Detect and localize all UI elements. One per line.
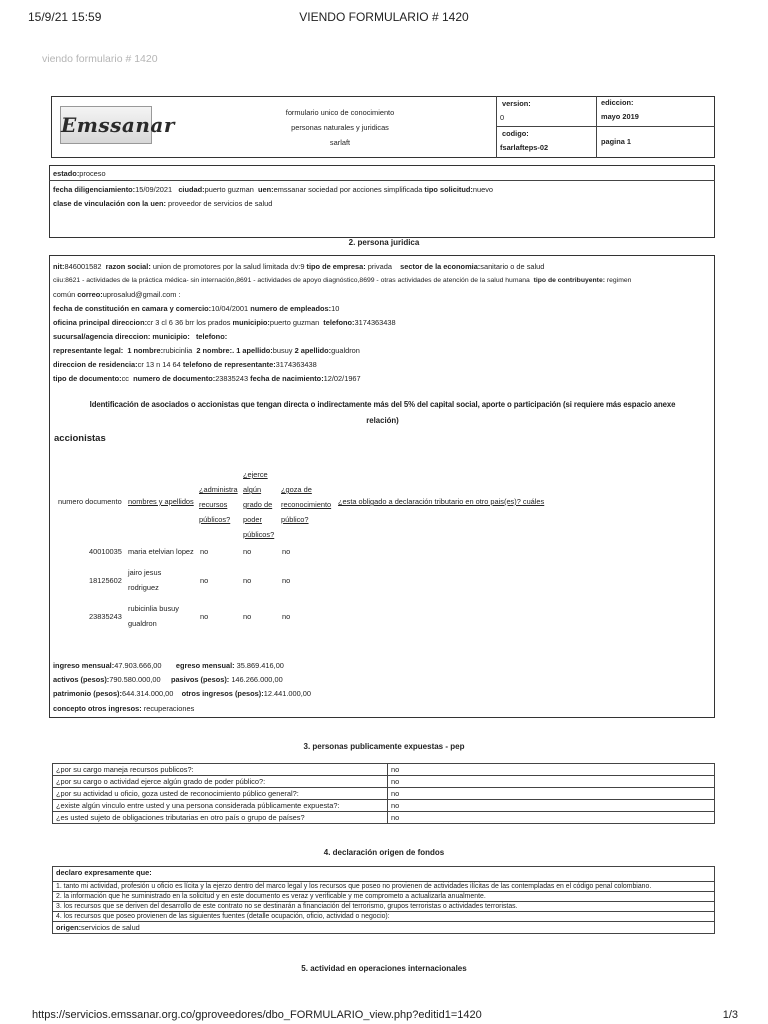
correo-label: correo:	[77, 290, 103, 299]
divider	[596, 96, 597, 158]
num-doc-value: 23835243	[215, 374, 249, 383]
activos-label: activos (pesos):	[53, 675, 110, 684]
accionistas-heading: accionistas	[54, 433, 106, 444]
th-goza-l3: público?	[281, 515, 309, 524]
razon-label: razon social:	[105, 262, 151, 271]
estado-line	[53, 169, 106, 178]
declaracion-item: 2. la información que he suministrado en la solicitud y en este documento es veraz y verificable y me comprometo a actualizarla anualmente.	[53, 892, 715, 902]
codigo-label: codigo:	[502, 129, 529, 138]
row-ejerce: no	[243, 612, 252, 621]
rep-a1-value: busuy	[272, 346, 293, 355]
pep-answer: no	[388, 764, 715, 776]
table-row	[0, 547, 768, 559]
section5-title: 5. actividad en operaciones internacionales	[301, 964, 467, 973]
rep-n2-label: 2 nombre:	[196, 346, 233, 355]
th-administra-l1: ¿administra	[199, 485, 238, 494]
fecha-line	[53, 185, 493, 194]
table-row	[53, 800, 715, 812]
th-obligado: ¿esta obligado a declaración tributario en otro pais(es)? cuáles	[338, 497, 545, 506]
tipo-doc-value: cc	[121, 374, 129, 383]
nacimiento-label: fecha de nacimiento:	[250, 374, 324, 383]
origen-line	[53, 922, 715, 934]
form-name-line3: sarlaft	[329, 138, 351, 147]
declaracion-item: 3. los recursos que se deriven del desarrollo de este contrato no se destinarán a financiación del terrorismo, grupos terroristas o actividades terroristas.	[53, 902, 715, 912]
section3-title: 3. personas publicamente expuestas - pep	[303, 742, 465, 751]
edicion-value: mayo 2019	[601, 112, 639, 121]
constitucion-value: 10/04/2001	[211, 304, 249, 313]
row-nombre: maria etelvian lopez	[128, 547, 194, 556]
row-doc: 40010035	[89, 547, 122, 556]
row-goza: no	[282, 612, 291, 621]
table-row	[53, 922, 715, 934]
rep-a2-value: gualdron	[331, 346, 360, 355]
uen-label: uen:	[258, 185, 274, 194]
estado-label: estado:	[53, 169, 80, 178]
sucursal-label: sucursal/agencia direccion:	[53, 332, 151, 341]
divider	[496, 96, 497, 158]
razon-value: union de promotores por la salud limitada dv:9	[150, 262, 305, 271]
codigo-value: fsarlafteps-02	[500, 143, 549, 152]
row-ejerce: no	[243, 547, 252, 556]
sucursal-telefono-label: telefono:	[195, 332, 228, 341]
th-ejerce-l3: grado de	[243, 500, 273, 509]
concepto-value: recuperaciones	[141, 704, 195, 713]
row-goza: no	[282, 576, 291, 585]
pep-question: ¿por su cargo maneja recursos publicos?:	[53, 764, 388, 776]
pep-question: ¿por su actividad u oficio, goza usted de reconocimiento público general?:	[53, 788, 388, 800]
origen-label: origen:	[56, 923, 82, 932]
pep-question: ¿es usted sujeto de obligaciones tributarias en otro país o grupo de países?	[53, 812, 388, 824]
table-row	[0, 568, 768, 598]
tipo-empresa-value: privada	[365, 262, 392, 271]
tipo-empresa-label: tipo de empresa:	[306, 262, 366, 271]
version-value: 0	[500, 113, 505, 122]
th-ejerce-l1: ¿ejerce	[243, 470, 268, 479]
pep-question: ¿por su cargo o actividad ejerce algún grado de poder público?:	[53, 776, 388, 788]
otros-value: 12.441.000,00	[263, 689, 311, 698]
origen-value: servicios de salud	[81, 923, 140, 932]
version-label: version:	[502, 99, 531, 108]
tel-rep-value: 3174363438	[275, 360, 317, 369]
activos-value: 790.580.000,00	[109, 675, 161, 684]
asociados-title-2: relación)	[366, 416, 399, 425]
constitucion-line	[53, 304, 339, 313]
pep-table	[52, 763, 715, 824]
empleados-value: 10	[331, 304, 340, 313]
clase-label: clase de vinculación con la uen:	[53, 199, 166, 208]
divider	[49, 180, 715, 181]
th-ejerce-l4: poder	[243, 515, 262, 524]
row-administra: no	[200, 612, 209, 621]
residencia-line	[53, 360, 317, 369]
emssanar-logo	[60, 106, 175, 144]
concepto-label: concepto otros ingresos:	[53, 704, 142, 713]
fecha-label: fecha diligenciamiento:	[53, 185, 136, 194]
telefono-label: telefono:	[323, 318, 355, 327]
sector-value: sanitario o de salud	[480, 262, 545, 271]
print-datetime: 15/9/21 15:59	[28, 10, 102, 24]
patrimonio-line	[53, 689, 311, 698]
pep-answer: no	[388, 788, 715, 800]
ciudad-value: puerto guzman	[204, 185, 254, 194]
patrimonio-value: 644.314.000,00	[121, 689, 174, 698]
nacimiento-value: 12/02/1967	[323, 374, 361, 383]
row-nombre-l2: gualdron	[128, 619, 157, 628]
th-administra-l2: recursos	[199, 500, 228, 509]
documento-line	[53, 374, 361, 383]
print-title: VIENDO FORMULARIO # 1420	[299, 10, 469, 24]
declaro-intro: declaro expresamente que:	[53, 867, 715, 882]
rep-n2-value: . 1 apellido:	[232, 346, 273, 355]
row-doc: 18125602	[89, 576, 122, 585]
pagina-value: pagina 1	[601, 137, 631, 146]
contribuyente-value: regimen	[605, 277, 632, 284]
residencia-label: direccion de residencia:	[53, 360, 138, 369]
pep-question: ¿existe algún vinculo entre usted y una persona considerada públicamente expuesta?:	[53, 800, 388, 812]
row-administra: no	[200, 576, 209, 585]
sucursal-line	[53, 332, 227, 341]
rep-n1-label: 1 nombre:	[127, 346, 164, 355]
ingreso-label: ingreso mensual:	[53, 661, 115, 670]
th-nombres-apellidos: nombres y apellidos	[128, 497, 194, 506]
asociados-title-1: Identificación de asociados o accionistas que tengan directa o indirectamente más del 5% del capital social, aporte o participación (si requiere más espacio anexe	[89, 400, 676, 409]
section2-title: 2. persona juridica	[348, 238, 420, 247]
table-row	[53, 764, 715, 776]
oficina-value: cr 3 cl 6 36 brr los prados	[147, 318, 231, 327]
num-doc-label: numero de documento:	[133, 374, 216, 383]
th-ejerce-l2: algún	[243, 485, 262, 494]
section4-title: 4. declaración origen de fondos	[323, 848, 445, 857]
empleados-label: numero de empleados:	[250, 304, 332, 313]
row-doc: 23835243	[89, 612, 122, 621]
municipio-value: puerto guzman	[269, 318, 320, 327]
edicion-label: ediccion:	[601, 98, 634, 107]
th-administra-l3: públicos?	[199, 515, 231, 524]
th-ejerce	[243, 467, 274, 542]
rep-a2-label: 2 apellido:	[294, 346, 332, 355]
activos-line	[53, 675, 283, 684]
th-goza	[281, 482, 331, 527]
contribuyente-label: tipo de contribuyente:	[533, 277, 605, 284]
table-row	[0, 604, 768, 634]
concepto-line	[53, 704, 194, 713]
rep-n1-value: rubicinlia	[163, 346, 193, 355]
oficina-line	[53, 318, 396, 327]
ciudad-label: ciudad:	[178, 185, 205, 194]
ingreso-value: 47.903.666,00	[114, 661, 162, 670]
table-row	[53, 867, 715, 882]
oficina-label: oficina principal direccion:	[53, 318, 148, 327]
origen-fondos-table	[52, 866, 715, 934]
correo-prefix: común	[53, 290, 78, 299]
clase-line	[53, 199, 272, 208]
table-row	[53, 902, 715, 912]
pasivos-value: 146.266.000,00	[229, 675, 283, 684]
representante-line	[53, 346, 360, 355]
row-administra: no	[200, 547, 209, 556]
rep-label: representante legal:	[53, 346, 124, 355]
telefono-value: 3174363438	[354, 318, 396, 327]
nit-value: 846001582	[64, 262, 102, 271]
declaracion-item: 1. tanto mi actividad, profesión u oficio es lícita y la ejerzo dentro del marco legal y los recursos que poseo no provienen de actividades ilícitas de las contempladas en el código penal colombiano.	[53, 882, 715, 892]
table-row	[53, 892, 715, 902]
row-nombre-l1: rubicinlia busuy	[128, 604, 179, 613]
municipio-label: municipio:	[232, 318, 270, 327]
fecha-value: 15/09/2021	[135, 185, 173, 194]
table-row	[53, 912, 715, 922]
row-nombre-l2: rodriguez	[128, 583, 159, 592]
form-name-line2: personas naturales y juridicas	[291, 123, 389, 132]
estado-value: proceso	[79, 169, 106, 178]
tipo-solicitud-value: nuevo	[472, 185, 493, 194]
footer-page-number: 1/3	[722, 1009, 738, 1021]
clase-value: proveedor de servicios de salud	[165, 199, 273, 208]
th-ejerce-l5: públicos?	[243, 530, 275, 539]
egreso-value: 35.869.416,00	[234, 661, 284, 670]
th-numero-documento: numero documento	[58, 497, 122, 506]
divider	[496, 126, 715, 127]
row-goza: no	[282, 547, 291, 556]
residencia-value: cr 13 n 14 64	[137, 360, 181, 369]
row-ejerce: no	[243, 576, 252, 585]
table-row	[53, 812, 715, 824]
table-row	[53, 788, 715, 800]
ghost-title: viendo formulario # 1420	[42, 53, 158, 65]
patrimonio-label: patrimonio (pesos):	[53, 689, 122, 698]
otros-label: otros ingresos (pesos):	[181, 689, 264, 698]
tel-rep-label: telefono de representante:	[182, 360, 276, 369]
egreso-label: egreso mensual:	[175, 661, 235, 670]
logo-text: Emssanar	[61, 113, 175, 137]
declaracion-item: 4. los recursos que poseo provienen de las siguientes fuentes (detalle ocupación, oficio, actividad o negocio):	[53, 912, 715, 922]
th-goza-l2: reconocimiento	[281, 500, 332, 509]
pep-answer: no	[388, 812, 715, 824]
ciiu-value: ciiu:8621 - actividades de la práctica médica- sin internación,8691 - actividades de apoyo diagnóstico,8699 - otras actividades de atención de la salud humana	[53, 277, 530, 284]
th-administra	[199, 482, 238, 527]
pep-answer: no	[388, 800, 715, 812]
correo-value: uprosalud@gmail.com :	[102, 290, 181, 299]
tipo-doc-label: tipo de documento:	[53, 374, 122, 383]
tipo-solicitud-label: tipo solicitud:	[424, 185, 473, 194]
sector-label: sector de la economia:	[400, 262, 481, 271]
nit-line	[53, 262, 544, 271]
ingreso-line	[53, 661, 284, 670]
constitucion-label: fecha de constitución en camara y comercio:	[53, 304, 212, 313]
ciiu-line	[53, 276, 631, 285]
row-nombre-l1: jairo jesus	[128, 568, 162, 577]
table-row	[53, 776, 715, 788]
correo-line	[53, 290, 180, 299]
sucursal-municipio-label: municipio:	[152, 332, 190, 341]
th-goza-l1: ¿goza de	[281, 485, 312, 494]
footer-url[interactable]: https://servicios.emssanar.org.co/gproveedores/dbo_FORMULARIO_view.php?editid1=1420	[32, 1009, 482, 1021]
form-name-line1: formulario unico de conocimiento	[285, 108, 395, 117]
nit-label: nit:	[53, 262, 65, 271]
pep-answer: no	[388, 776, 715, 788]
uen-value: emssanar sociedad por acciones simplificada	[273, 185, 423, 194]
pasivos-label: pasivos (pesos):	[170, 675, 230, 684]
table-row	[53, 882, 715, 892]
